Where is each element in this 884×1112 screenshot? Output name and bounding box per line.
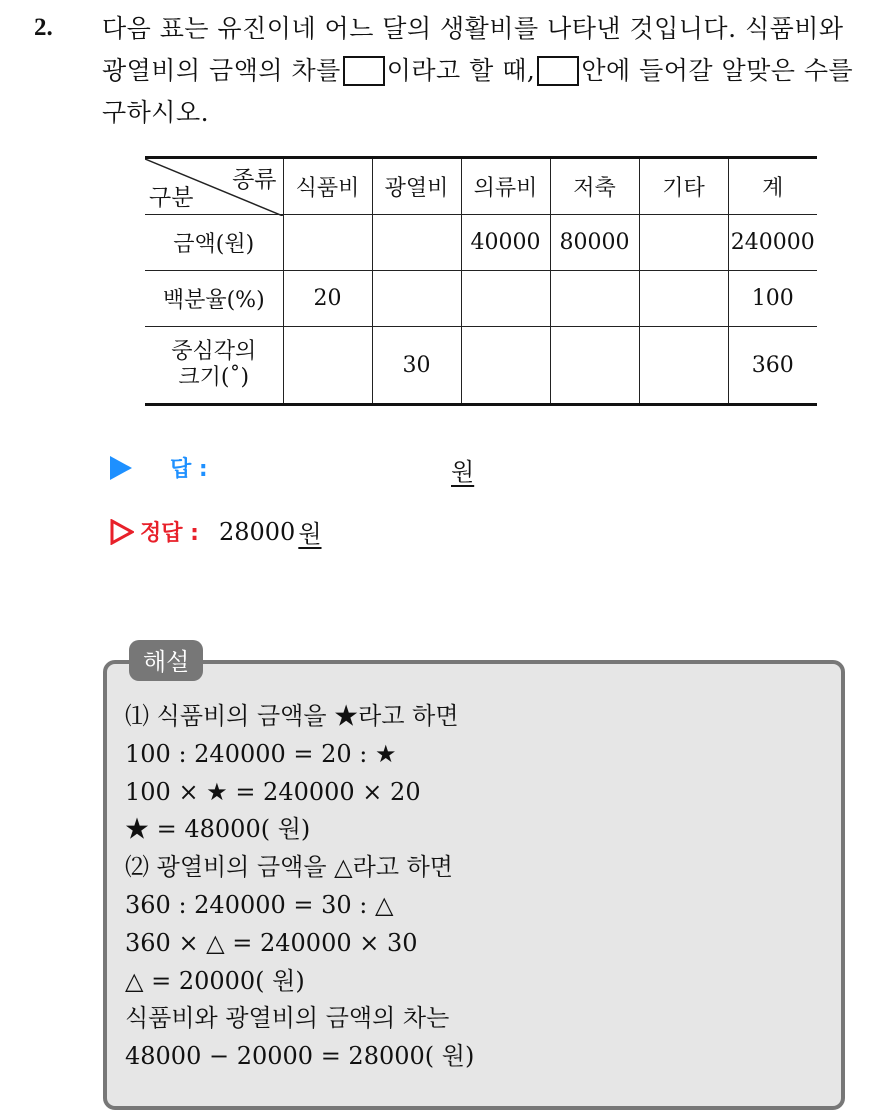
table-cell: 30 [372, 327, 461, 405]
table-cell [550, 327, 639, 405]
explanation-line: ★ = 48000( 원) [125, 815, 311, 844]
header-cell: 식품비 [283, 158, 372, 215]
answer-unit: 원 [451, 458, 475, 486]
question-text [102, 8, 872, 134]
explanation-line: ⑵ 광열비의 금액을 △라고 하면 [125, 853, 453, 882]
header-cell: 기타 [639, 158, 728, 215]
table-cell [550, 271, 639, 327]
row-label-line2: 크기(˚) [178, 365, 250, 390]
table-cell [283, 215, 372, 271]
explanation-body [125, 698, 474, 1076]
question-text-part1: 다음 표는 유진이네 어느 달의 생활비를 나타낸 것입니다. 식품비와 광열비의 금액의 차를 [102, 14, 844, 85]
filled-triangle-icon [110, 456, 132, 480]
correct-answer-line [110, 514, 322, 549]
explanation-tag: 해설 [129, 640, 203, 681]
correct-answer-value: 28000 [218, 517, 296, 546]
row-label-line1: 중심각의 [171, 339, 257, 364]
outline-triangle-icon [110, 519, 134, 545]
header-cell: 의류비 [461, 158, 550, 215]
row-label: 금액(원) [145, 215, 283, 271]
expense-table [145, 156, 817, 406]
answer-label: 답 : [170, 457, 208, 482]
corner-label-type: 종류 [232, 167, 277, 193]
table-cell: 240000 [728, 215, 817, 271]
table-cell: 360 [728, 327, 817, 405]
table-cell [639, 215, 728, 271]
explanation-line: 360 : 240000 = 30 : △ [125, 890, 394, 919]
correct-answer-unit: 원 [298, 520, 322, 548]
header-cell: 저축 [550, 158, 639, 215]
correct-answer-label: 정답 : [140, 521, 199, 546]
explanation-line: 48000 − 20000 = 28000( 원) [125, 1042, 475, 1071]
table-cell [372, 215, 461, 271]
table-cell: 40000 [461, 215, 550, 271]
corner-label-category: 구분 [149, 185, 194, 211]
question-text-part2: 이라고 할 때, [386, 56, 536, 85]
table-row [145, 271, 817, 327]
answer-line [110, 452, 208, 483]
explanation-line: ⑴ 식품비의 금액을 ★라고 하면 [125, 702, 459, 730]
table-cell [461, 271, 550, 327]
explanation-line: △ = 20000( 원) [125, 966, 305, 995]
table-cell [461, 327, 550, 405]
header-cell: 광열비 [372, 158, 461, 215]
answer-blank-box [343, 56, 385, 86]
table-cell [372, 271, 461, 327]
row-label [145, 327, 283, 405]
table-cell [639, 271, 728, 327]
table-row [145, 327, 817, 405]
explanation-line: 360 × △ = 240000 × 30 [125, 928, 418, 957]
explanation-line: 식품비와 광열비의 금액의 차는 [125, 1004, 450, 1033]
table-cell: 80000 [550, 215, 639, 271]
question-text-part3: 안에 들어갈 알맞은 수를 구하시오. [102, 56, 854, 127]
table-cell: 100 [728, 271, 817, 327]
table-header-row [145, 158, 817, 215]
row-label: 백분율(%) [145, 271, 283, 327]
explanation-line: 100 × ★ = 240000 × 20 [125, 777, 421, 806]
answer-blank-box-2 [537, 56, 579, 86]
table-row [145, 215, 817, 271]
table-corner-cell [145, 158, 283, 215]
table-cell [283, 327, 372, 405]
header-cell: 계 [728, 158, 817, 215]
table-cell [639, 327, 728, 405]
explanation-line: 100 : 240000 = 20 : ★ [125, 739, 397, 768]
table-cell: 20 [283, 271, 372, 327]
question-number: 2. [34, 14, 53, 41]
